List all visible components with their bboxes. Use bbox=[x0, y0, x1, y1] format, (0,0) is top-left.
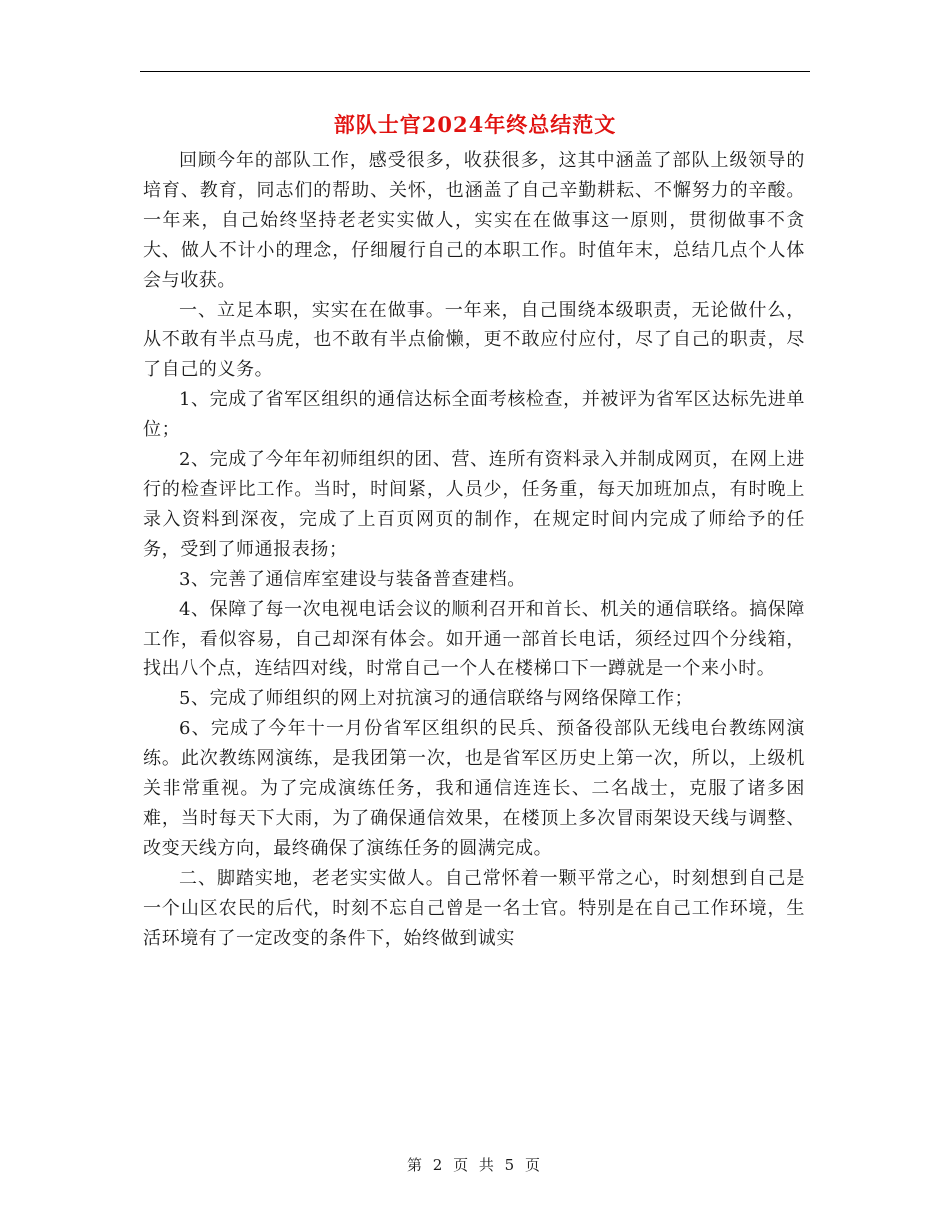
header-rule bbox=[140, 71, 810, 72]
paragraph-section-two: 二、脚踏实地，老老实实做人。自己常怀着一颗平常之心，时刻想到自己是一个山区农民的后代，时刻不忘自己曾是一名士官。特别是在自己工作环境，生活环境有了一定改变的条件下，始终做到诚实 bbox=[143, 867, 805, 949]
paragraph-item-3: 3、完善了通信库室建设与装备普查建档。 bbox=[179, 568, 526, 590]
paragraph-item-4: 4、保障了每一次电视电话会议的顺利召开和首长、机关的通信联络。搞保障工作，看似容易，自己却深有体会。如开通一部首长电话，须经过四个分线箱，找出八个点，连结四对线，时常自己一个人在楼梯口下一蹲就是一个来小时。 bbox=[143, 598, 805, 680]
paragraph-intro: 回顾今年的部队工作，感受很多，收获很多，这其中涵盖了部队上级领导的培育、教育，同志们的帮助、关怀，也涵盖了自己辛勤耕耘、不懈努力的辛酸。一年来，自己始终坚持老老实实做人，实实在在做事这一原则，贯彻做事不贪大、做人不计小的理念，仔细履行自己的本职工作。时值年末，总结几点个人体会与收获。 bbox=[143, 150, 805, 291]
paragraph-item-1: 1、完成了省军区组织的通信达标全面考核检查，并被评为省军区达标先进单位； bbox=[143, 389, 805, 441]
paragraph-item-6: 6、完成了今年十一月份省军区组织的民兵、预备役部队无线电台教练网演练。此次教练网演练，是我团第一次，也是省军区历史上第一次，所以，上级机关非常重视。为了完成演练任务，我和通信连连长、二名战士，克服了诸多困难，当时每天下大雨，为了确保通信效果，在楼顶上多次冒雨架设天线与调整、改变天线方向，最终确保了演练任务的圆满完成。 bbox=[143, 718, 805, 859]
document-body bbox=[143, 146, 805, 953]
paragraph-item-5: 5、完成了师组织的网上对抗演习的通信联络与网络保障工作； bbox=[179, 688, 694, 710]
page-footer: 第 2 页 共 5 页 bbox=[407, 1156, 543, 1174]
document-title: 部队士官2024年终总结范文 bbox=[333, 112, 617, 137]
paragraph-section-one: 一、立足本职，实实在在做事。一年来，自己围绕本级职责，无论做什么，从不敢有半点马虎，也不敢有半点偷懒，更不敢应付应付，尽了自己的职责，尽了自己的义务。 bbox=[143, 299, 805, 381]
paragraph-item-2: 2、完成了今年年初师组织的团、营、连所有资料录入并制成网页，在网上进行的检查评比工作。当时，时间紧，人员少，任务重，每天加班加点，有时晚上录入资料到深夜，完成了上百页网页的制作，在规定时间内完成了师给予的任务，受到了师通报表扬； bbox=[143, 449, 805, 560]
